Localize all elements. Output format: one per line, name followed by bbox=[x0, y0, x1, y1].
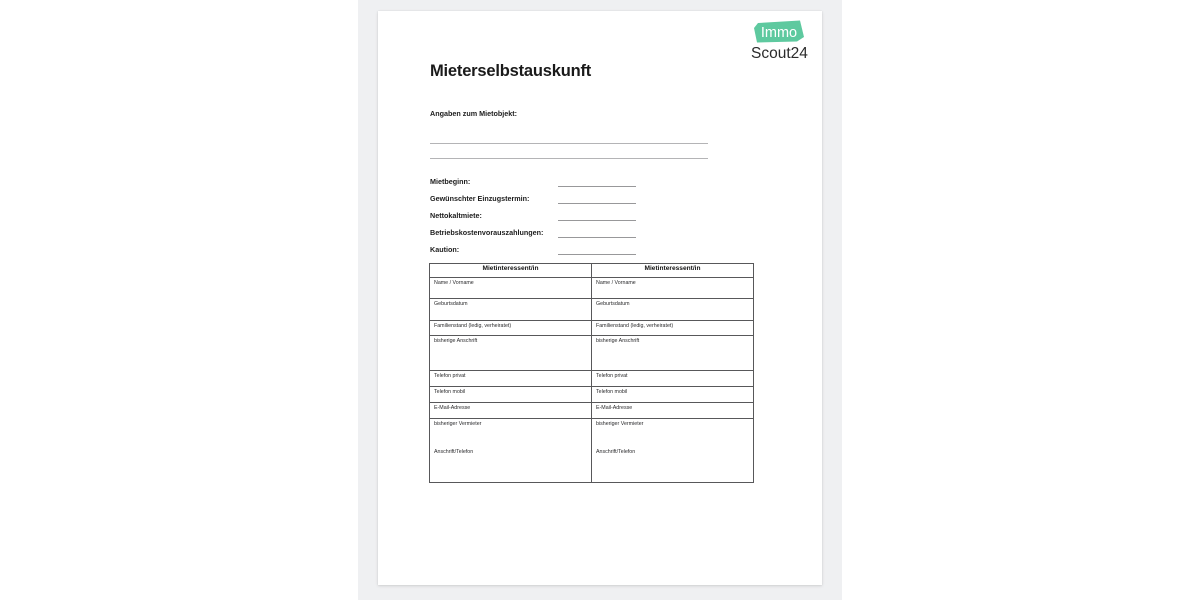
column-header-applicant-2: Mietinteressent/in bbox=[592, 264, 754, 278]
logo-scout24-text: Scout24 bbox=[751, 45, 808, 62]
cell-vermieter-applicant-2[interactable] bbox=[592, 419, 754, 483]
cell-label-anschrift-telefon-1: Anschrift/Telefon bbox=[434, 449, 474, 455]
cell-label-email-1: E-Mail-Adresse bbox=[434, 405, 471, 411]
applicants-table bbox=[429, 263, 754, 483]
cell-label-name-1: Name / Vorname bbox=[434, 280, 474, 286]
table-row bbox=[430, 403, 754, 419]
field-row-einzugstermin bbox=[430, 194, 720, 210]
field-label-betriebskosten: Betriebskostenvorauszahlungen: bbox=[430, 228, 544, 237]
applicants-table-head bbox=[430, 264, 754, 278]
cell-label-email-2: E-Mail-Adresse bbox=[596, 405, 633, 411]
table-header-row bbox=[430, 264, 754, 278]
cell-telefon-mobil-applicant-1[interactable] bbox=[430, 387, 592, 403]
cell-name-applicant-1[interactable] bbox=[430, 278, 592, 299]
cell-label-anschrift-2: bisherige Anschrift bbox=[596, 338, 640, 344]
applicants-table-body bbox=[430, 278, 754, 483]
table-row bbox=[430, 336, 754, 371]
field-row-mietbeginn bbox=[430, 177, 720, 193]
mietobjekt-line-1[interactable] bbox=[430, 143, 708, 144]
field-label-einzugstermin: Gewünschter Einzugstermin: bbox=[430, 194, 530, 203]
cell-label-telefon-privat-2: Telefon privat bbox=[596, 373, 628, 379]
field-input-einzugstermin[interactable] bbox=[558, 203, 636, 204]
field-label-nettokaltmiete: Nettokaltmiete: bbox=[430, 211, 482, 220]
table-row bbox=[430, 387, 754, 403]
cell-label-anschrift-telefon-2: Anschrift/Telefon bbox=[596, 449, 636, 455]
cell-label-geburtsdatum-1: Geburtsdatum bbox=[434, 301, 468, 307]
cell-label-geburtsdatum-2: Geburtsdatum bbox=[596, 301, 630, 307]
table-row bbox=[430, 419, 754, 483]
cell-label-telefon-mobil-2: Telefon mobil bbox=[596, 389, 628, 395]
field-label-kaution: Kaution: bbox=[430, 245, 460, 254]
field-row-betriebskosten bbox=[430, 228, 720, 244]
cell-name-applicant-2[interactable] bbox=[592, 278, 754, 299]
cell-telefon-privat-applicant-2[interactable] bbox=[592, 371, 754, 387]
table-row bbox=[430, 278, 754, 299]
table-row bbox=[430, 371, 754, 387]
field-input-betriebskosten[interactable] bbox=[558, 237, 636, 238]
cell-label-name-2: Name / Vorname bbox=[596, 280, 636, 286]
cell-familienstand-applicant-1[interactable] bbox=[430, 321, 592, 336]
table-row bbox=[430, 321, 754, 336]
section-label-mietobjekt: Angaben zum Mietobjekt: bbox=[430, 109, 518, 118]
field-label-mietbeginn: Mietbeginn: bbox=[430, 177, 471, 186]
cell-geburtsdatum-applicant-1[interactable] bbox=[430, 299, 592, 321]
cell-familienstand-applicant-2[interactable] bbox=[592, 321, 754, 336]
applicants-table-container bbox=[429, 263, 754, 483]
cell-label-vermieter-1: bisheriger Vermieter bbox=[434, 421, 482, 427]
cell-anschrift-applicant-1[interactable] bbox=[430, 336, 592, 371]
page-title: Mieterselbstauskunft bbox=[430, 62, 592, 80]
field-input-kaution[interactable] bbox=[558, 254, 636, 255]
cell-geburtsdatum-applicant-2[interactable] bbox=[592, 299, 754, 321]
table-row bbox=[430, 299, 754, 321]
field-input-nettokaltmiete[interactable] bbox=[558, 220, 636, 221]
cell-anschrift-applicant-2[interactable] bbox=[592, 336, 754, 371]
cell-email-applicant-2[interactable] bbox=[592, 403, 754, 419]
cell-telefon-mobil-applicant-2[interactable] bbox=[592, 387, 754, 403]
mietobjekt-line-2[interactable] bbox=[430, 158, 708, 159]
cell-label-telefon-mobil-1: Telefon mobil bbox=[434, 389, 466, 395]
document-page bbox=[378, 11, 822, 585]
cell-label-vermieter-2: bisheriger Vermieter bbox=[596, 421, 644, 427]
logo-immo-text: Immo bbox=[760, 25, 798, 41]
cell-label-familienstand-1: Familienstand (ledig, verheiratet) bbox=[434, 323, 512, 329]
cell-label-familienstand-2: Familienstand (ledig, verheiratet) bbox=[596, 323, 674, 329]
field-row-nettokaltmiete bbox=[430, 211, 720, 227]
cell-vermieter-applicant-1[interactable] bbox=[430, 419, 592, 483]
cell-telefon-privat-applicant-1[interactable] bbox=[430, 371, 592, 387]
field-input-mietbeginn[interactable] bbox=[558, 186, 636, 187]
cell-email-applicant-1[interactable] bbox=[430, 403, 592, 419]
immoscout24-logo bbox=[748, 20, 812, 65]
field-row-kaution bbox=[430, 245, 720, 261]
cell-label-anschrift-1: bisherige Anschrift bbox=[434, 338, 478, 344]
cell-label-telefon-privat-1: Telefon privat bbox=[434, 373, 466, 379]
column-header-applicant-1: Mietinteressent/in bbox=[430, 264, 592, 278]
